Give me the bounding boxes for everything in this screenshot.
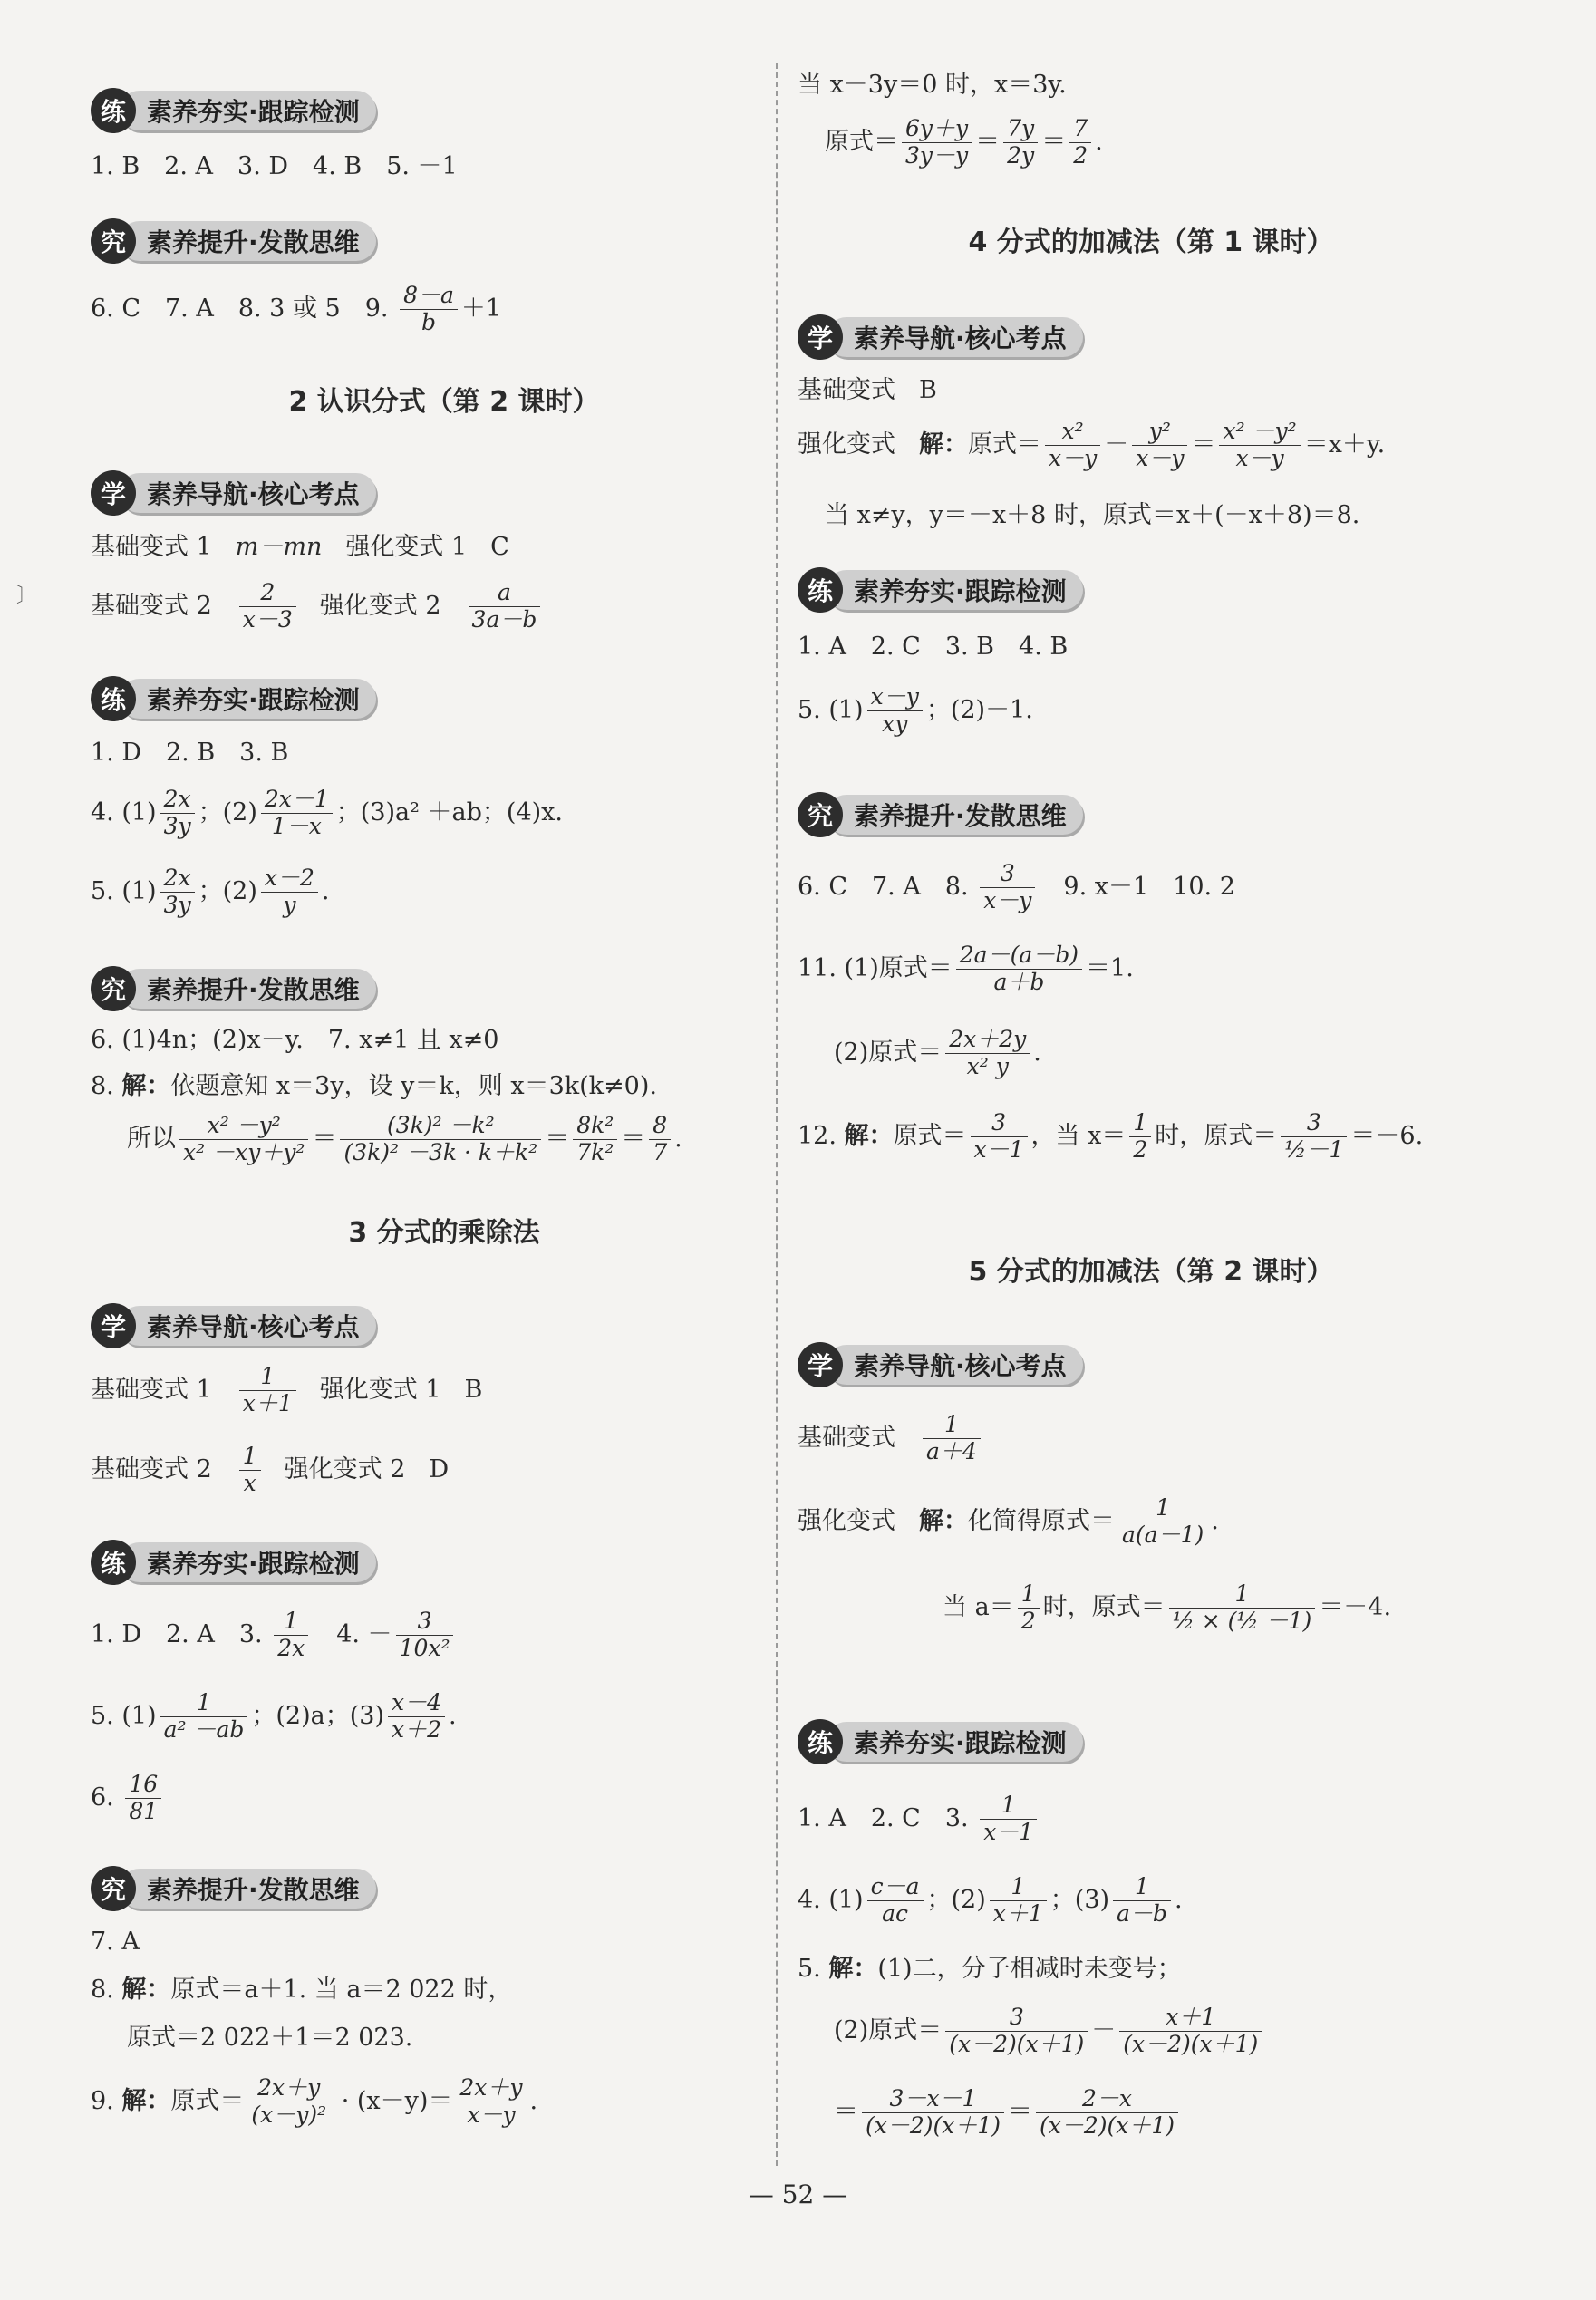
- denominator: a＋4: [926, 1437, 977, 1464]
- section-badge-jiu: [91, 217, 376, 265]
- answer-text: ；(2): [198, 797, 257, 826]
- answer-text: B: [919, 376, 937, 404]
- answer-text: 6. C 7. A 8.: [798, 872, 977, 901]
- badge-title: 素养提升·发散思维: [827, 795, 1083, 835]
- answer-text: (1)二，分子相减时未变号；: [877, 1955, 1182, 1983]
- jie-label: 解：: [121, 2086, 171, 2115]
- numerator: 8: [649, 1113, 671, 1140]
- answer-text: .: [449, 1701, 457, 1730]
- numerator: x＋1: [1119, 2005, 1262, 2032]
- answer-line: ＝ $\frac{3-x-1}{(x-2)(x+1)}$ ＝ $\frac{2-x}{(x-2)(x+1)}$: [834, 2086, 1182, 2140]
- denominator: 3y－y: [905, 141, 969, 169]
- label: 基础变式 1: [91, 533, 212, 561]
- answer-line: 当 x≠y，y＝－x＋8 时，原式＝x＋(－x＋8)＝8.: [825, 501, 1360, 529]
- answer-line: [91, 1364, 482, 1417]
- numerator: 1: [160, 1690, 248, 1717]
- denominator: 10x²: [399, 1634, 450, 1661]
- answer-line: [798, 1495, 1219, 1549]
- fraction: [980, 861, 1035, 914]
- numerator: 2x＋y: [456, 2075, 526, 2102]
- answer-line: 所以 $\frac{\text{x² －y²}}{\text{x² －xy＋y²}}$ ＝ $\frac{\text{(3k)² －k²}}{\text{(3k)² －3k · k＋k²}}$ ＝ $\frac{\text{8k²}}{\text{7k²}}$ ＝ $\frac{8}{7}$ .: [127, 1112, 682, 1165]
- fraction: [179, 1113, 308, 1166]
- label: 基础变式 2: [91, 591, 212, 620]
- answer-text: 8.: [91, 1072, 122, 1100]
- answer-text: 5. (1): [91, 876, 157, 905]
- answer-line: [798, 376, 937, 405]
- fraction: [239, 1444, 261, 1497]
- answer-text: 9.: [91, 2086, 122, 2115]
- answer-line: 强化变式 解：原式＝ $\frac{\text{x²}}{x-y}$ － $\frac{\text{y²}}{x-y}$ ＝ $\frac{\text{x² －y²}}{x-y}$ ＝x＋y.: [798, 418, 1386, 471]
- numerator: 1: [239, 1444, 261, 1471]
- answer-text: 5.: [798, 1955, 829, 1983]
- fraction: [1018, 1581, 1040, 1635]
- denominator: 3a－b: [471, 605, 537, 633]
- margin-mark: 〕: [16, 585, 37, 607]
- answer-line: [91, 1976, 512, 2005]
- fraction: [1129, 1110, 1151, 1164]
- numerator: 16: [125, 1772, 161, 1799]
- numerator: x² －y²: [1219, 419, 1300, 446]
- section-badge-lian: [798, 1718, 1083, 1765]
- denominator: 3y: [163, 891, 191, 918]
- numerator: 8k²: [573, 1113, 617, 1140]
- jie-label: 解：: [919, 430, 968, 459]
- badge-char: 学: [91, 1303, 136, 1348]
- numerator: 1: [1018, 1581, 1040, 1609]
- answer-text: 6.: [91, 1783, 122, 1812]
- badge-title: 素养导航·核心考点: [827, 1345, 1083, 1385]
- section-badge-lian: [91, 87, 376, 134]
- denominator: x－y: [1235, 444, 1284, 471]
- answer-text: 原式＝a＋1. 当 a＝2 022 时，: [170, 1976, 513, 2004]
- fraction: [1003, 116, 1038, 169]
- answer-line: [798, 1793, 1040, 1846]
- answer-line: [91, 787, 563, 840]
- section-badge-lian: [91, 1539, 376, 1586]
- answer-line: [91, 865, 329, 919]
- label: 强化变式 2: [284, 1454, 406, 1483]
- answer-text: 11. (1)原式＝: [798, 953, 953, 982]
- label: 强化变式 1: [319, 1375, 441, 1404]
- answer-text: ；(3)a² ＋ab；(4)x.: [335, 797, 563, 826]
- badge-char: 究: [798, 792, 843, 837]
- label: 基础变式 2: [91, 1454, 212, 1483]
- fraction: [261, 865, 318, 919]
- answer-text: m－mn: [235, 533, 323, 561]
- label: 基础变式: [798, 1423, 895, 1452]
- answer-text: 5. (1): [91, 1701, 157, 1730]
- answer-text: 9. x－1 10. 2: [1039, 872, 1235, 901]
- answer-line: 1. A 2. C 3. B 4. B: [798, 633, 1069, 661]
- answer-text: ＝－4.: [1319, 1592, 1392, 1621]
- badge-char: 练: [91, 1540, 136, 1585]
- answer-line: [798, 861, 1235, 914]
- numerator: 7y: [1003, 116, 1038, 143]
- badge-title: 素养夯实·跟踪检测: [827, 1722, 1083, 1762]
- answer-text: · (x－y)＝: [334, 2086, 453, 2115]
- fraction: [469, 580, 541, 633]
- denominator: x² －xy＋y²: [183, 1138, 305, 1165]
- answer-line: [91, 1609, 457, 1662]
- numerator: 1: [1113, 1874, 1171, 1901]
- numerator: 3: [980, 861, 1035, 888]
- label: 强化变式 1: [345, 533, 468, 561]
- answer-line: [798, 1412, 984, 1465]
- numerator: 2－x: [1036, 2086, 1178, 2113]
- numerator: 7: [1069, 116, 1091, 143]
- fraction: [1118, 1495, 1207, 1549]
- numerator: 1: [239, 1364, 296, 1391]
- badge-title: 素养夯实·跟踪检测: [120, 91, 376, 130]
- answer-line: 1. D 2. B 3. B: [91, 739, 289, 767]
- numerator: x－2: [261, 865, 318, 893]
- jie-label: 解：: [844, 1121, 894, 1150]
- fraction: [274, 1609, 308, 1662]
- denominator: b: [421, 308, 436, 335]
- numerator: 2x: [160, 787, 195, 814]
- badge-title: 素养导航·核心考点: [120, 1306, 376, 1346]
- section-heading: 4 分式的加减法（第 1 课时）: [968, 227, 1334, 258]
- answer-text: 4. (1): [91, 797, 157, 826]
- denominator: xy: [882, 710, 908, 737]
- answer-text: 8.: [91, 1976, 122, 2004]
- answer-text: ；(2)－1.: [925, 695, 1033, 724]
- answer-text: ＋1: [460, 294, 502, 323]
- answer-text: 依题意知 x＝3y，设 y＝k，则 x＝3k(k≠0).: [170, 1072, 657, 1100]
- numerator: 1: [1129, 1110, 1151, 1137]
- answer-text: 4. (1): [798, 1885, 864, 1914]
- answer-line: [798, 942, 1134, 996]
- badge-char: 练: [91, 88, 136, 133]
- answer-text: 原式＝: [170, 2086, 245, 2115]
- answer-text: ；(2): [926, 1885, 986, 1914]
- fraction: [980, 1793, 1037, 1846]
- answer-line: [91, 580, 544, 633]
- answer-line: 7. A: [91, 1928, 140, 1956]
- badge-title: 素养提升·发散思维: [120, 1869, 376, 1909]
- badge-char: 学: [798, 1342, 843, 1387]
- denominator: (x－y)²: [251, 2101, 327, 2128]
- answer-text: .: [529, 2086, 538, 2115]
- label: 强化变式: [798, 430, 895, 459]
- jie-label: 解：: [828, 1955, 878, 1983]
- numerator: 2a－(a－b): [956, 942, 1082, 970]
- fraction: [261, 787, 333, 840]
- answer-text: 当 a＝: [943, 1592, 1014, 1621]
- answer-text: (2)原式＝: [834, 2015, 943, 2044]
- fraction: [456, 2075, 526, 2129]
- answer-line: [91, 1772, 165, 1825]
- denominator: (x－2)(x＋1): [949, 2030, 1085, 2057]
- numerator: 1: [923, 1412, 981, 1439]
- fraction: [247, 2075, 330, 2129]
- numerator: 2: [239, 580, 296, 607]
- fraction: [1132, 419, 1187, 472]
- fraction: [649, 1113, 671, 1166]
- fraction: [239, 580, 296, 633]
- answer-text: ＝1.: [1086, 953, 1134, 982]
- fraction: [1045, 419, 1100, 472]
- label: 强化变式: [798, 1506, 895, 1535]
- answer-text: ；(2)a；(3): [251, 1701, 384, 1730]
- section-badge-xue: [798, 1341, 1083, 1388]
- fraction: [945, 1027, 1030, 1080]
- denominator: x－y: [1049, 444, 1098, 471]
- numerator: y²: [1132, 419, 1187, 446]
- answer-text: .: [1211, 1506, 1219, 1535]
- numerator: 6y＋y: [902, 116, 972, 143]
- answer-text: 时，原式＝: [1155, 1121, 1278, 1150]
- denominator: x² y: [966, 1052, 1009, 1079]
- section-badge-jiu: [91, 1865, 376, 1912]
- denominator: a(a－1): [1122, 1521, 1204, 1548]
- answer-line: [798, 684, 1033, 738]
- denominator: 81: [129, 1797, 159, 1824]
- page-number: — 52 —: [748, 2179, 848, 2209]
- denominator: x＋2: [391, 1715, 441, 1743]
- denominator: (3k)² －3k · k＋k²: [343, 1138, 538, 1165]
- denominator: 2: [1133, 1136, 1148, 1163]
- numerator: 1: [1118, 1495, 1207, 1522]
- section-badge-lian: [91, 675, 376, 722]
- numerator: x² －y²: [179, 1113, 308, 1140]
- numerator: 8－a: [400, 283, 458, 310]
- numerator: 2x＋y: [247, 2075, 330, 2102]
- answer-text: (2)原式＝: [834, 1038, 943, 1067]
- section-badge-xue: [798, 314, 1083, 361]
- answer-text: 所以: [127, 1124, 176, 1153]
- badge-char: 究: [91, 1866, 136, 1911]
- badge-char: 练: [91, 676, 136, 721]
- denominator: 2: [1020, 1607, 1036, 1634]
- fraction: [945, 2005, 1088, 2058]
- fraction: [1113, 1874, 1171, 1928]
- answer-line: 当 x－3y＝0 时，x＝3y.: [798, 71, 1067, 99]
- answer-text: .: [321, 876, 330, 905]
- denominator: x－1: [983, 1818, 1034, 1845]
- section-heading: 5 分式的加减法（第 2 课时）: [968, 1256, 1334, 1288]
- answer-line: [91, 1444, 449, 1497]
- badge-char: 究: [91, 218, 136, 264]
- numerator: 2x＋2y: [945, 1027, 1030, 1054]
- answer-text: 原式＝: [968, 430, 1041, 459]
- answer-text: 6. C 7. A 8. 3 或 5 9.: [91, 294, 397, 323]
- answer-text: ；(3): [1049, 1885, 1110, 1914]
- fraction: [239, 1364, 296, 1417]
- answer-text: D: [429, 1454, 450, 1483]
- denominator: a－b: [1117, 1899, 1167, 1927]
- section-badge-xue: [91, 1302, 376, 1349]
- numerator: (3k)² －k²: [340, 1113, 541, 1140]
- fraction: [1036, 2086, 1178, 2140]
- numerator: 2x: [160, 865, 195, 893]
- badge-char: 练: [798, 1719, 843, 1764]
- answer-line: (2)原式＝ $\frac{3}{(x-2)(x+1)}$ － $\frac{x+1}{(x-2)(x+1)}$: [834, 2005, 1265, 2058]
- jie-label: 解：: [121, 1072, 171, 1100]
- numerator: 1: [980, 1793, 1037, 1820]
- answer-text: B: [464, 1375, 483, 1404]
- answer-text: 5. (1): [798, 695, 864, 724]
- denominator: x＋1: [242, 1389, 293, 1416]
- numerator: 3: [971, 1110, 1028, 1137]
- answer-line: [91, 2075, 537, 2129]
- answer-line: [91, 533, 509, 562]
- denominator: ½ × (½ －1): [1172, 1607, 1312, 1634]
- badge-title: 素养提升·发散思维: [120, 221, 376, 261]
- fraction: [160, 865, 195, 919]
- badge-char: 练: [798, 567, 843, 613]
- fraction: [990, 1874, 1047, 1928]
- fraction: [125, 1772, 161, 1825]
- section-badge-jiu: [798, 791, 1083, 838]
- denominator: ac: [882, 1899, 908, 1927]
- fraction: [573, 1113, 617, 1166]
- left-column: [91, 0, 798, 2193]
- answer-line: [91, 283, 501, 336]
- denominator: (x－2)(x＋1): [1040, 2112, 1175, 2139]
- fraction: [867, 684, 923, 738]
- fraction: [1219, 419, 1300, 472]
- fraction: [923, 1412, 981, 1465]
- answer-line: 6. (1)4n；(2)x－y. 7. x≠1 且 x≠0: [91, 1026, 499, 1054]
- answer-text: ，当 x＝: [1030, 1121, 1127, 1150]
- answer-line: 1. B 2. A 3. D 4. B 5. －1: [91, 152, 458, 180]
- numerator: x－4: [388, 1690, 445, 1717]
- numerator: 3: [945, 2005, 1088, 2032]
- numerator: x²: [1045, 419, 1100, 446]
- answer-text: ＝－6.: [1350, 1121, 1424, 1150]
- denominator: 3y: [163, 812, 191, 839]
- answer-text: 12.: [798, 1121, 845, 1150]
- denominator: x－y: [467, 2101, 516, 2128]
- denominator: a＋b: [993, 968, 1045, 995]
- label: 基础变式 1: [91, 1375, 212, 1404]
- answer-text: .: [1174, 1885, 1183, 1914]
- numerator: 3: [1281, 1110, 1347, 1137]
- section-badge-xue: [91, 469, 376, 517]
- answer-text: 原式＝: [825, 127, 898, 156]
- answer-text: 化简得原式＝: [968, 1506, 1115, 1535]
- denominator: y: [283, 891, 296, 918]
- answer-text: 1. D 2. A 3.: [91, 1619, 271, 1648]
- fraction: [400, 283, 458, 336]
- denominator: x－y: [983, 886, 1032, 913]
- badge-title: 素养夯实·跟踪检测: [120, 679, 376, 719]
- answer-line: [798, 1874, 1183, 1928]
- answer-line: [798, 1955, 1182, 1984]
- denominator: 1－x: [271, 812, 322, 839]
- denominator: 7k²: [576, 1138, 614, 1165]
- section-heading: 3 分式的乘除法: [348, 1217, 540, 1249]
- fraction: [396, 1609, 454, 1662]
- denominator: (x－2)(x＋1): [866, 2112, 1001, 2139]
- numerator: 1: [990, 1874, 1047, 1901]
- denominator: ½－1: [1284, 1136, 1344, 1163]
- answer-text: 1. A 2. C 3.: [798, 1803, 977, 1832]
- answer-text: ；(2): [198, 876, 257, 905]
- fraction: [956, 942, 1082, 996]
- numerator: x－y: [867, 684, 923, 711]
- label: 基础变式: [798, 376, 895, 404]
- numerator: 3－x－1: [862, 2086, 1004, 2113]
- fraction: [388, 1690, 445, 1744]
- answer-line: 原式＝2 022＋1＝2 023.: [127, 2024, 413, 2052]
- fraction: [340, 1113, 541, 1166]
- fraction: [1119, 2005, 1262, 2058]
- numerator: 1: [1169, 1581, 1316, 1609]
- badge-title: 素养导航·核心考点: [120, 473, 376, 513]
- badge-title: 素养夯实·跟踪检测: [827, 570, 1083, 610]
- jie-label: 解：: [121, 1976, 171, 2004]
- denominator: 2y: [1007, 141, 1035, 169]
- answer-line: [943, 1581, 1391, 1635]
- numerator: 1: [274, 1609, 308, 1636]
- section-heading: 2 认识分式（第 2 课时）: [288, 386, 600, 418]
- badge-title: 素养夯实·跟踪检测: [120, 1542, 376, 1582]
- label: 强化变式 2: [319, 591, 441, 620]
- denominator: x－1: [973, 1136, 1024, 1163]
- fraction: [160, 787, 195, 840]
- fraction: [867, 1874, 924, 1928]
- numerator: c－a: [867, 1874, 924, 1901]
- fraction: [1169, 1581, 1316, 1635]
- badge-char: 究: [91, 966, 136, 1011]
- numerator: a: [469, 580, 541, 607]
- denominator: 2: [1073, 141, 1088, 169]
- answer-line: [91, 1690, 457, 1744]
- section-badge-jiu: [91, 965, 376, 1012]
- fraction: [1281, 1110, 1347, 1164]
- answer-line: [798, 1110, 1423, 1164]
- fraction: [862, 2086, 1004, 2140]
- answer-text: ＝x＋y.: [1303, 430, 1386, 459]
- denominator: x＋1: [992, 1899, 1043, 1927]
- answer-line: [91, 1072, 657, 1101]
- answer-text: .: [1033, 1038, 1041, 1067]
- answer-line: 原式＝ $\frac{6y+y}{3y-y}$ ＝ $\frac{7y}{2y}$ ＝ $\frac{7}{2}$ .: [825, 115, 1103, 169]
- answer-line: [834, 1027, 1041, 1080]
- badge-char: 学: [91, 470, 136, 516]
- fraction: [902, 116, 972, 169]
- answer-text: C: [490, 533, 509, 561]
- denominator: (x－2)(x＋1): [1123, 2030, 1259, 2057]
- badge-char: 学: [798, 314, 843, 360]
- badge-title: 素养导航·核心考点: [827, 317, 1083, 357]
- section-badge-lian: [798, 566, 1083, 614]
- fraction: [1069, 116, 1091, 169]
- denominator: x－3: [242, 605, 293, 633]
- fraction: [971, 1110, 1028, 1164]
- denominator: a² －ab: [163, 1715, 245, 1743]
- jie-label: 解：: [919, 1506, 968, 1535]
- denominator: 2x: [277, 1634, 305, 1661]
- denominator: x－y: [1136, 444, 1185, 471]
- answer-text: 4. －: [312, 1619, 392, 1648]
- answer-text: 时，原式＝: [1042, 1592, 1166, 1621]
- answer-text: 原式＝: [893, 1121, 967, 1150]
- denominator: x: [243, 1469, 256, 1496]
- answer-text: ＝: [834, 2097, 858, 2126]
- badge-title: 素养提升·发散思维: [120, 969, 376, 1009]
- right-column: [798, 0, 1504, 2193]
- numerator: 2x－1: [261, 787, 333, 814]
- fraction: [160, 1690, 248, 1744]
- numerator: 3: [396, 1609, 454, 1636]
- denominator: 7: [653, 1138, 668, 1165]
